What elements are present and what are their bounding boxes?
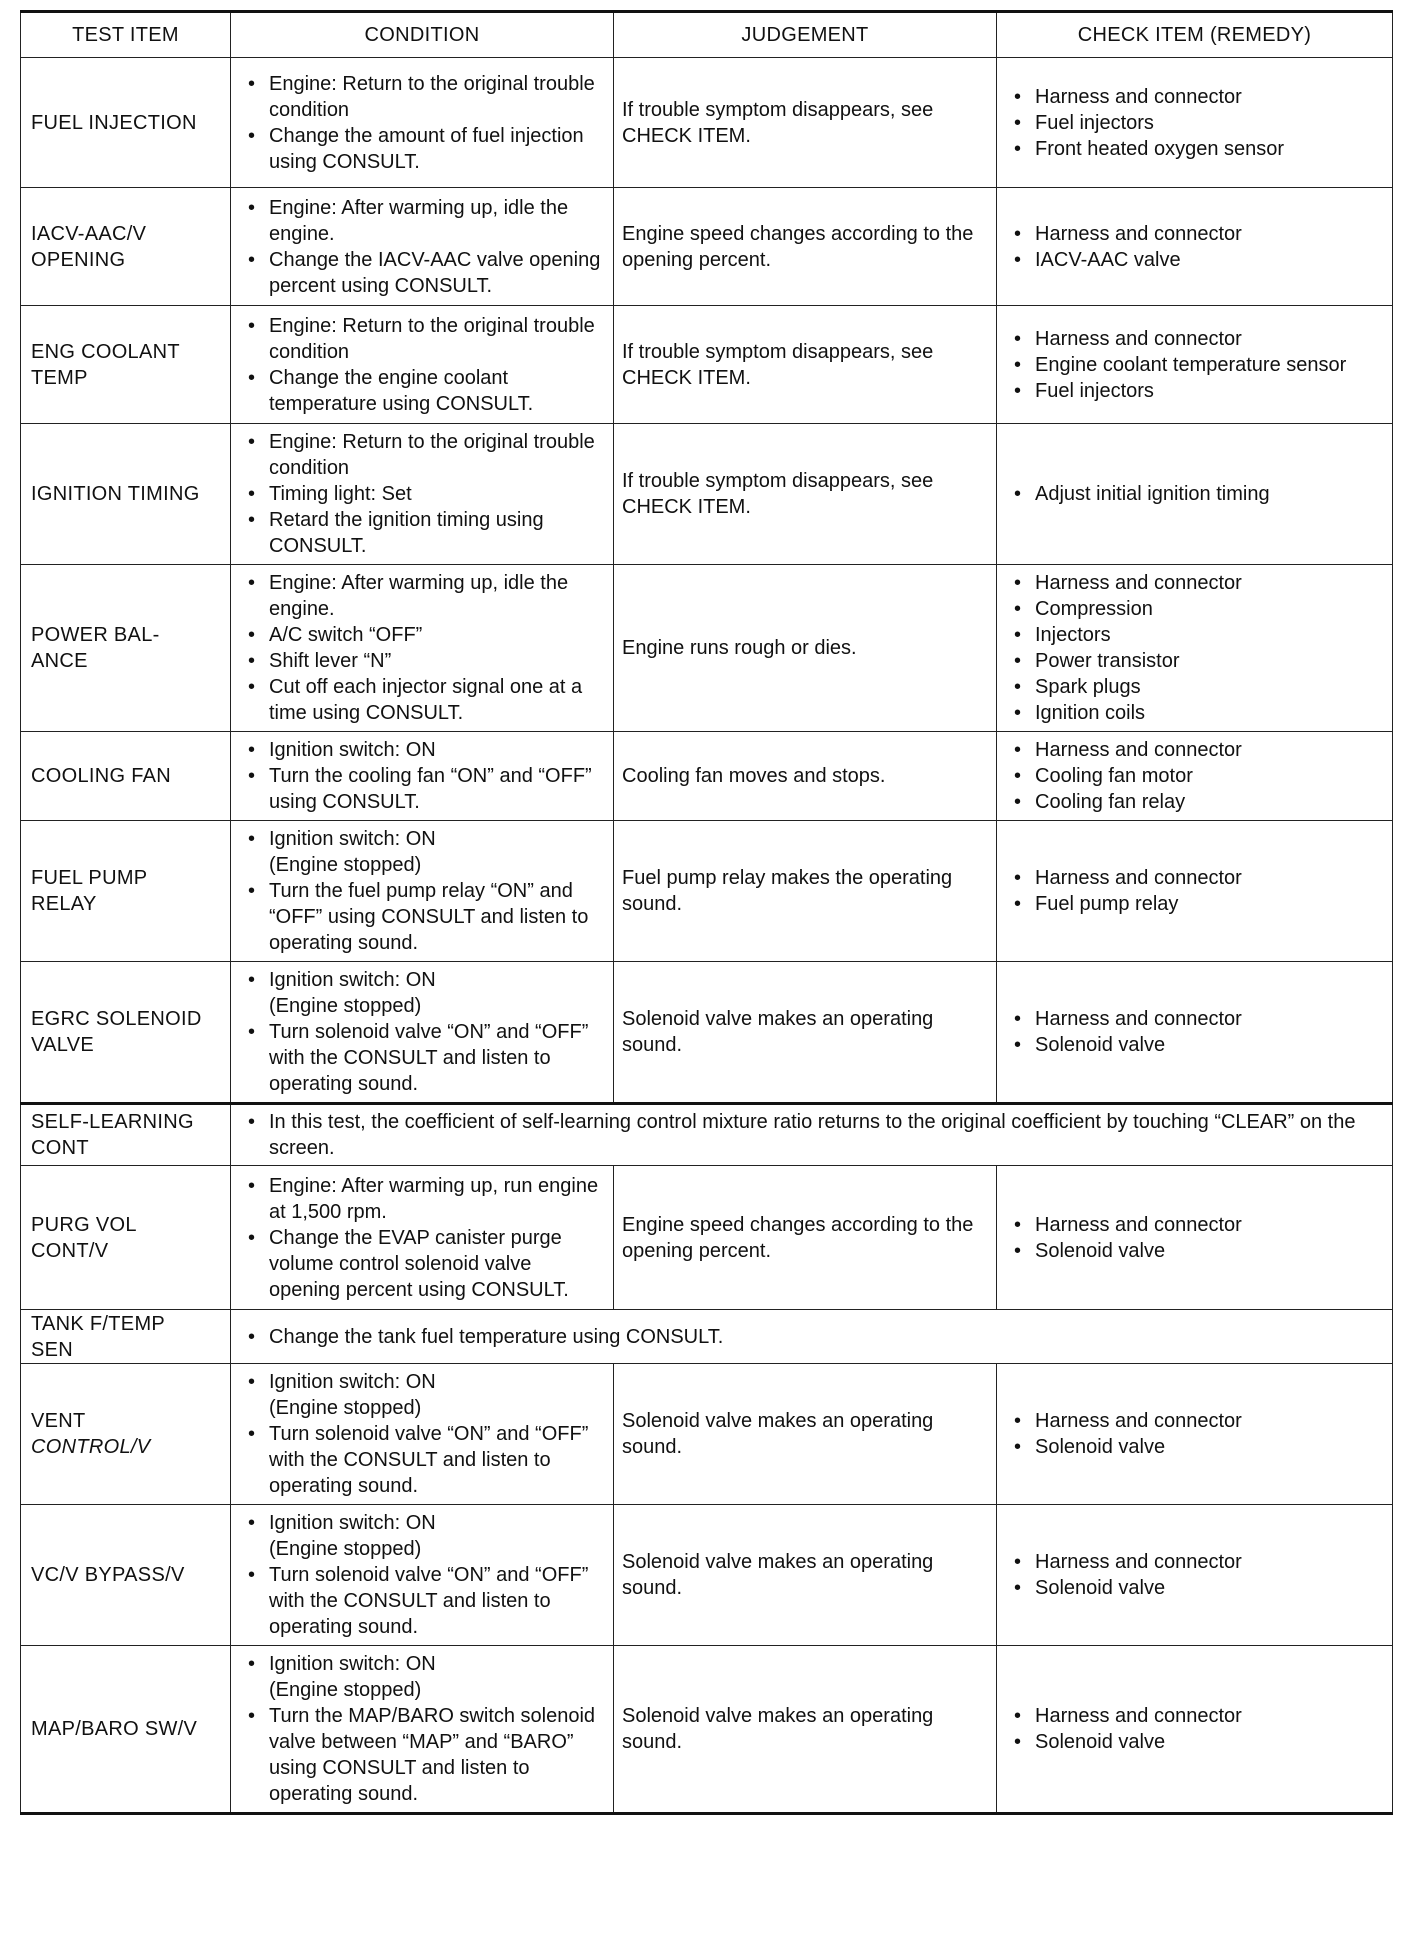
bullet-text: Adjust initial ignition timing (1035, 483, 1270, 505)
note-list (241, 1109, 1384, 1161)
bullet-text: Turn the cooling fan “ON” and “OFF” using CONSULT. (269, 765, 592, 813)
bullet-text: Cooling fan relay (1035, 791, 1186, 813)
bullet-text: IACV-AAC valve (1035, 248, 1181, 271)
condition-list (241, 967, 607, 1097)
check-item-cell (997, 1166, 1393, 1310)
test-item-label: ENG COOLANT (31, 340, 180, 363)
bullet-text: Solenoid valve (1035, 1034, 1166, 1056)
check-item-cell (997, 58, 1393, 188)
condition-cell (231, 1364, 614, 1505)
bullet-item (1007, 84, 1384, 110)
bullet-text: Injectors (1035, 624, 1111, 646)
table-row (21, 1646, 1393, 1814)
judgement-cell: Engine speed changes according to the opening percent. (614, 1166, 997, 1310)
bullet-text: Engine coolant temperature sensor (1035, 353, 1347, 376)
bullet-text: Engine: Return to the original trouble condition (269, 431, 595, 479)
bullet-text: Power transistor (1035, 650, 1180, 672)
bullet-text: Engine: Return to the original trouble condition (269, 314, 595, 363)
condition-list (241, 71, 607, 175)
condition-list (241, 429, 607, 559)
check-list (1007, 1212, 1384, 1264)
bullet-subtext: (Engine stopped) (269, 854, 422, 876)
bullet-item (241, 1562, 607, 1640)
test-item-label: COOLING FAN (31, 765, 171, 787)
bullet-item (1007, 1549, 1384, 1575)
judgement-cell: If trouble symptom disappears, see CHECK ITEM. (614, 306, 997, 424)
table-row (21, 1166, 1393, 1310)
test-item-label: IACV-AAC/V (31, 222, 147, 245)
table-header (21, 12, 1393, 58)
table-row (21, 424, 1393, 565)
bullet-item (1007, 1212, 1384, 1238)
condition-cell (231, 962, 614, 1104)
bullet-text: Solenoid valve (1035, 1239, 1166, 1262)
condition-list (241, 737, 607, 815)
check-item-cell (997, 1646, 1393, 1814)
bullet-text: Spark plugs (1035, 676, 1141, 698)
test-item-cell (21, 424, 231, 565)
judgement-cell: Solenoid valve makes an operating sound. (614, 1364, 997, 1505)
check-list (1007, 1408, 1384, 1460)
bullet-item (241, 195, 607, 247)
bullet-text: Front heated oxygen sensor (1035, 137, 1285, 160)
bullet-text: Harness and connector (1035, 327, 1242, 350)
bullet-item (241, 481, 607, 507)
condition-cell (231, 732, 614, 821)
bullet-item (1007, 110, 1384, 136)
check-item-cell (997, 424, 1393, 565)
bullet-item (1007, 1032, 1384, 1058)
test-item-label: CONTROL/V (31, 1436, 151, 1458)
bullet-item (241, 123, 607, 175)
test-item-label: TANK F/TEMP (31, 1312, 166, 1335)
test-item-label: ANCE (31, 650, 88, 672)
table-row (21, 732, 1393, 821)
bullet-text: Harness and connector (1035, 222, 1242, 245)
judgement-cell: Cooling fan moves and stops. (614, 732, 997, 821)
test-item-cell (21, 306, 231, 424)
check-list (1007, 326, 1384, 404)
bullet-item (241, 648, 607, 674)
note-text: In this test, the coefficient of self-learning control mixture ratio returns to the original coefficient by touching “CLEAR” on the screen. (269, 1111, 1356, 1159)
test-item-cell (21, 1364, 231, 1505)
bullet-item (1007, 352, 1384, 378)
judgement-cell: Engine runs rough or dies. (614, 565, 997, 732)
condition-list (241, 195, 607, 299)
test-item-cell (21, 188, 231, 306)
bullet-text: Fuel injectors (1035, 111, 1154, 134)
table-row (21, 306, 1393, 424)
bullet-subtext: (Engine stopped) (269, 1397, 422, 1419)
test-item-label: FUEL INJECTION (31, 111, 197, 134)
bullet-text: Change the engine coolant temperature using CONSULT. (269, 366, 534, 415)
condition-cell (231, 821, 614, 962)
bullet-item (241, 1703, 607, 1807)
condition-list (241, 1369, 607, 1499)
bullet-item (241, 1510, 607, 1562)
check-item-cell (997, 962, 1393, 1104)
bullet-item (1007, 763, 1384, 789)
bullet-text: Change the EVAP canister purge volume control solenoid valve opening percent using CONSULT. (269, 1226, 569, 1301)
condition-cell (231, 1166, 614, 1310)
bullet-item (241, 313, 607, 365)
test-item-cell (21, 821, 231, 962)
bullet-text: Fuel injectors (1035, 379, 1154, 402)
bullet-subtext: (Engine stopped) (269, 995, 422, 1017)
test-item-label: VALVE (31, 1034, 95, 1056)
test-item-cell (21, 1505, 231, 1646)
test-item-cell (21, 1166, 231, 1310)
judgement-cell: Solenoid valve makes an operating sound. (614, 1646, 997, 1814)
bullet-item (1007, 1575, 1384, 1601)
bullet-item (1007, 481, 1384, 507)
check-list (1007, 1006, 1384, 1058)
condition-cell (231, 1505, 614, 1646)
test-item-label: OPENING (31, 248, 126, 271)
table-row (21, 1364, 1393, 1505)
bullet-item (1007, 221, 1384, 247)
active-test-table (20, 10, 1393, 1815)
check-list (1007, 570, 1384, 726)
condition-cell (231, 424, 614, 565)
test-item-cell (21, 732, 231, 821)
bullet-item (241, 1225, 607, 1303)
bullet-item (241, 71, 607, 123)
test-item-cell (21, 58, 231, 188)
bullet-item (241, 1421, 607, 1499)
bullet-text: Harness and connector (1035, 1551, 1242, 1573)
bullet-item (1007, 596, 1384, 622)
judgement-cell: Fuel pump relay makes the operating sound. (614, 821, 997, 962)
bullet-text: Shift lever “N” (269, 650, 392, 672)
bullet-item (1007, 674, 1384, 700)
test-item-label: SEN (31, 1338, 74, 1361)
bullet-item (241, 674, 607, 726)
judgement-cell: Engine speed changes according to the opening percent. (614, 188, 997, 306)
bullet-item (1007, 1006, 1384, 1032)
test-item-label: IGNITION TIMING (31, 483, 200, 505)
table-body (21, 58, 1393, 1814)
bullet-text: Ignition switch: ON (269, 1371, 436, 1393)
bullet-item (1007, 1408, 1384, 1434)
bullet-text: Ignition coils (1035, 702, 1146, 724)
judgement-cell: If trouble symptom disappears, see CHECK ITEM. (614, 58, 997, 188)
note-text: Change the tank fuel temperature using CONSULT. (269, 1325, 724, 1348)
bullet-text: Harness and connector (1035, 85, 1242, 108)
bullet-text: Timing light: Set (269, 483, 412, 505)
bullet-text: Engine: After warming up, run engine at 1,500 rpm. (269, 1174, 599, 1223)
bullet-item (1007, 648, 1384, 674)
condition-cell (231, 306, 614, 424)
bullet-item (241, 826, 607, 878)
check-item-cell (997, 821, 1393, 962)
note-list (241, 1324, 1384, 1350)
test-item-label: SELF-LEARNING (31, 1111, 194, 1133)
judgement-cell: Solenoid valve makes an operating sound. (614, 1505, 997, 1646)
bullet-item (241, 1324, 1384, 1350)
condition-list (241, 1510, 607, 1640)
bullet-text: A/C switch “OFF” (269, 624, 423, 646)
test-item-cell (21, 565, 231, 732)
bullet-text: Change the amount of fuel injection using CONSULT. (269, 124, 584, 173)
header-check-item: CHECK ITEM (REMEDY) (997, 12, 1393, 58)
bullet-item (1007, 326, 1384, 352)
bullet-text: Harness and connector (1035, 1213, 1242, 1236)
bullet-item (1007, 789, 1384, 815)
check-list (1007, 737, 1384, 815)
bullet-text: Ignition switch: ON (269, 828, 436, 850)
bullet-item (1007, 1729, 1384, 1755)
bullet-item (241, 429, 607, 481)
test-item-cell (21, 1104, 231, 1166)
bullet-text: Solenoid valve (1035, 1577, 1166, 1599)
condition-cell (231, 1646, 614, 1814)
bullet-text: Engine: After warming up, idle the engine. (269, 196, 569, 245)
judgement-cell: Solenoid valve makes an operating sound. (614, 962, 997, 1104)
test-item-label: VC/V BYPASS/V (31, 1564, 185, 1586)
condition-cell (231, 188, 614, 306)
table-row (21, 821, 1393, 962)
condition-list (241, 1173, 607, 1303)
bullet-item (241, 507, 607, 559)
check-list (1007, 481, 1384, 507)
bullet-item (1007, 247, 1384, 273)
bullet-item (241, 247, 607, 299)
bullet-text: Turn solenoid valve “ON” and “OFF” with the CONSULT and listen to operating sound. (269, 1021, 589, 1095)
bullet-text: Harness and connector (1035, 739, 1242, 761)
bullet-item (241, 737, 607, 763)
bullet-item (1007, 622, 1384, 648)
check-item-cell (997, 732, 1393, 821)
bullet-item (241, 763, 607, 815)
table-row (21, 1104, 1393, 1166)
test-item-label: TEMP (31, 366, 88, 389)
spanning-note-cell (231, 1310, 1393, 1364)
bullet-subtext: (Engine stopped) (269, 1538, 422, 1560)
table-row (21, 58, 1393, 188)
bullet-text: Turn the fuel pump relay “ON” and “OFF” using CONSULT and listen to operating sound. (269, 880, 589, 954)
test-item-label: PURG VOL (31, 1213, 137, 1236)
check-list (1007, 1549, 1384, 1601)
bullet-text: Compression (1035, 598, 1153, 620)
bullet-text: Engine: After warming up, idle the engine. (269, 572, 569, 620)
bullet-item (241, 1019, 607, 1097)
check-item-cell (997, 188, 1393, 306)
test-item-label: VENT (31, 1410, 86, 1432)
test-item-label: FUEL PUMP (31, 867, 148, 889)
bullet-item (1007, 378, 1384, 404)
bullet-item (241, 1651, 607, 1703)
bullet-text: Turn solenoid valve “ON” and “OFF” with the CONSULT and listen to operating sound. (269, 1564, 589, 1638)
bullet-text: Solenoid valve (1035, 1731, 1166, 1753)
check-list (1007, 84, 1384, 162)
bullet-text: Harness and connector (1035, 1705, 1242, 1727)
header-condition: CONDITION (231, 12, 614, 58)
bullet-item (1007, 865, 1384, 891)
bullet-text: Solenoid valve (1035, 1436, 1166, 1458)
bullet-item (1007, 570, 1384, 596)
judgement-cell: If trouble symptom disappears, see CHECK ITEM. (614, 424, 997, 565)
table-row (21, 188, 1393, 306)
bullet-item (1007, 1434, 1384, 1460)
bullet-item (1007, 1703, 1384, 1729)
bullet-text: Harness and connector (1035, 867, 1242, 889)
condition-list (241, 570, 607, 726)
bullet-text: Harness and connector (1035, 1410, 1242, 1432)
table-row (21, 1505, 1393, 1646)
test-item-cell (21, 962, 231, 1104)
table-row (21, 962, 1393, 1104)
check-item-cell (997, 306, 1393, 424)
bullet-text: Engine: Return to the original trouble condition (269, 72, 595, 121)
header-judgement: JUDGEMENT (614, 12, 997, 58)
bullet-text: Turn the MAP/BARO switch solenoid valve between “MAP” and “BARO” using CONSULT and listen to operating sound. (269, 1705, 596, 1805)
test-item-label: CONT/V (31, 1239, 109, 1262)
bullet-text: Ignition switch: ON (269, 1653, 436, 1675)
bullet-item (1007, 700, 1384, 726)
bullet-text: Change the IACV-AAC valve opening percent using CONSULT. (269, 248, 601, 297)
bullet-item (241, 622, 607, 648)
table-row (21, 1310, 1393, 1364)
bullet-item (241, 967, 607, 1019)
test-item-label: RELAY (31, 893, 97, 915)
bullet-item (1007, 136, 1384, 162)
bullet-item (1007, 891, 1384, 917)
bullet-item (241, 1109, 1384, 1161)
spanning-note-cell (231, 1104, 1393, 1166)
check-item-cell (997, 1505, 1393, 1646)
bullet-subtext: (Engine stopped) (269, 1679, 422, 1701)
bullet-text: Retard the ignition timing using CONSULT. (269, 509, 544, 557)
bullet-item (241, 1369, 607, 1421)
bullet-text: Cut off each injector signal one at a time using CONSULT. (269, 676, 583, 724)
bullet-item (1007, 1238, 1384, 1264)
test-item-label: MAP/BARO SW/V (31, 1718, 198, 1740)
check-list (1007, 1703, 1384, 1755)
bullet-item (241, 878, 607, 956)
bullet-text: Fuel pump relay (1035, 893, 1179, 915)
bullet-text: Ignition switch: ON (269, 1512, 436, 1534)
condition-cell (231, 565, 614, 732)
condition-cell (231, 58, 614, 188)
bullet-text: Ignition switch: ON (269, 969, 436, 991)
condition-list (241, 1651, 607, 1807)
bullet-item (241, 365, 607, 417)
table-row (21, 565, 1393, 732)
bullet-text: Cooling fan motor (1035, 765, 1193, 787)
test-item-label: POWER BAL- (31, 624, 160, 646)
test-item-cell (21, 1646, 231, 1814)
check-list (1007, 221, 1384, 273)
bullet-text: Harness and connector (1035, 1008, 1242, 1030)
bullet-item (241, 1173, 607, 1225)
bullet-text: Harness and connector (1035, 572, 1242, 594)
bullet-item (1007, 737, 1384, 763)
bullet-text: Turn solenoid valve “ON” and “OFF” with the CONSULT and listen to operating sound. (269, 1423, 589, 1497)
header-test-item: TEST ITEM (21, 12, 231, 58)
test-item-label: CONT (31, 1137, 89, 1159)
condition-list (241, 826, 607, 956)
check-list (1007, 865, 1384, 917)
test-item-cell (21, 1310, 231, 1364)
bullet-text: Ignition switch: ON (269, 739, 436, 761)
check-item-cell (997, 1364, 1393, 1505)
check-item-cell (997, 565, 1393, 732)
bullet-item (241, 570, 607, 622)
test-item-label: EGRC SOLENOID (31, 1008, 202, 1030)
condition-list (241, 313, 607, 417)
